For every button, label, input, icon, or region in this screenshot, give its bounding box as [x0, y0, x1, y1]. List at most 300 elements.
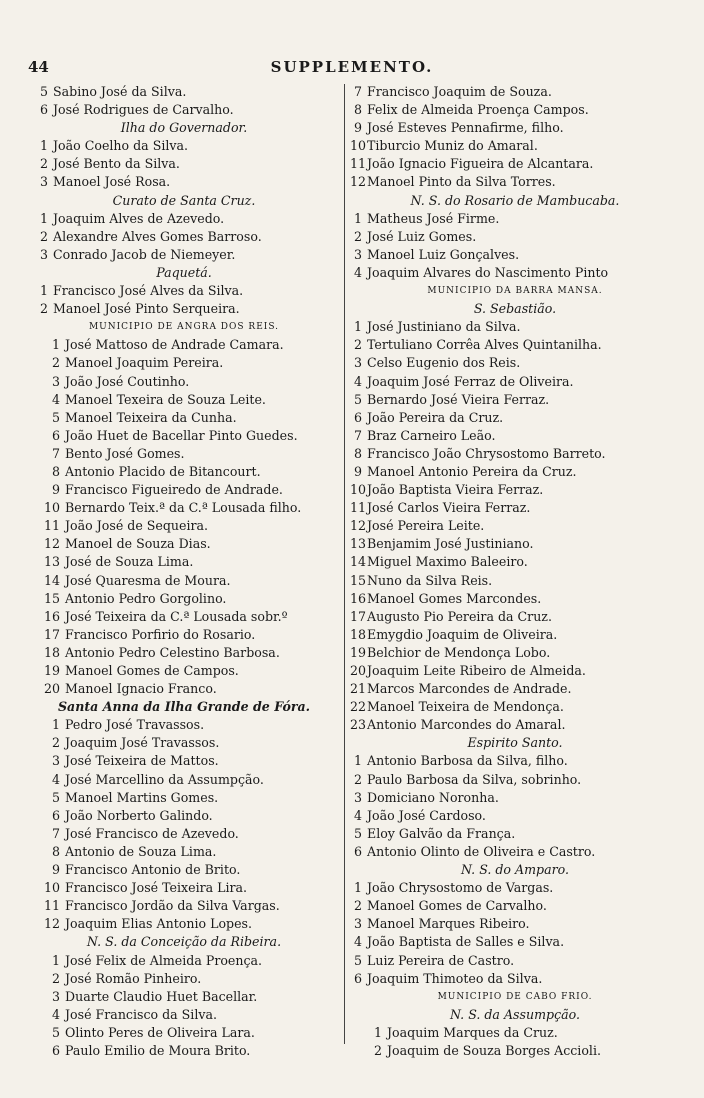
list-item — [28, 1006, 340, 1024]
list-item — [28, 861, 340, 879]
entry-number: 6 — [353, 970, 362, 986]
entry-number: 2 — [39, 301, 48, 317]
entry-number: 13 — [43, 554, 60, 570]
list-item — [350, 825, 680, 843]
list-item — [28, 662, 340, 680]
list-item — [350, 1024, 680, 1042]
entry-number: 3 — [353, 789, 362, 805]
list-item — [28, 499, 340, 517]
list-item — [28, 789, 340, 807]
list-item — [350, 608, 680, 626]
entry-number: 2 — [353, 771, 362, 787]
entry-number: 11 — [43, 518, 60, 534]
heading-text: S. Sebastião. — [473, 301, 557, 317]
list-item — [28, 535, 340, 553]
entry-name: João Huet de Bacellar Pinto Guedes. — [65, 427, 298, 443]
entry-number: 3 — [51, 988, 60, 1004]
entry-name: Augusto Pio Pereira da Cruz. — [367, 608, 552, 624]
list-item — [28, 173, 340, 191]
entry-name: Manoel Gomes de Carvalho. — [367, 898, 547, 914]
list-item — [28, 807, 340, 825]
list-item — [350, 752, 680, 770]
entry-number: 3 — [39, 174, 48, 190]
list-item — [350, 481, 680, 499]
entry-number: 10 — [43, 880, 60, 896]
entry-number: 2 — [39, 156, 48, 172]
entry-number: 4 — [353, 264, 362, 280]
heading-text: N. S. do Amparo. — [460, 862, 570, 878]
list-item — [28, 101, 340, 119]
entry-name: João José Coutinho. — [65, 373, 190, 389]
section-heading — [350, 734, 680, 752]
entry-name: Francisco Joaquim de Souza. — [367, 84, 552, 99]
entry-number: 4 — [51, 391, 60, 407]
entry-number: 6 — [353, 843, 362, 859]
entry-name: João Chrysostomo de Vargas. — [367, 880, 554, 896]
entry-name: João Baptista de Salles e Silva. — [367, 934, 565, 950]
list-item — [28, 680, 340, 698]
entry-name: Alexandre Alves Gomes Barroso. — [53, 228, 262, 244]
list-item — [350, 897, 680, 915]
entry-name: João Baptista Vieira Ferraz. — [367, 482, 544, 498]
entry-name: Tertuliano Corrêa Alves Quintanilha. — [367, 337, 602, 353]
entry-name: Felix de Almeida Proença Campos. — [367, 102, 589, 118]
entry-number: 3 — [353, 916, 362, 932]
list-item — [28, 608, 340, 626]
entry-number: 16 — [43, 608, 60, 624]
right-column — [350, 83, 680, 1060]
list-item — [350, 246, 680, 264]
list-item — [350, 354, 680, 372]
heading-text: Paquetá. — [156, 264, 212, 280]
entry-name: José Luiz Gomes. — [367, 228, 477, 244]
list-item — [350, 119, 680, 137]
list-item — [28, 282, 340, 300]
list-item — [28, 752, 340, 770]
list-item — [350, 155, 680, 173]
entry-number: 3 — [51, 753, 60, 769]
heading-text: Curato de Santa Cruz. — [112, 192, 256, 208]
entry-number: 10 — [350, 482, 367, 498]
entry-number: 2 — [353, 898, 362, 914]
list-item — [350, 572, 680, 590]
entry-name: Manoel José Pinto Serqueira. — [53, 301, 240, 317]
list-item — [350, 101, 680, 119]
entry-name: Manoel Gomes Marcondes. — [367, 590, 542, 606]
entry-number: 1 — [353, 880, 362, 896]
entry-number: 9 — [353, 120, 362, 136]
entry-name: Bento José Gomes. — [65, 445, 185, 461]
list-item — [28, 553, 340, 571]
entry-number: 1 — [39, 283, 48, 299]
entry-name: José Teixeira de Mattos. — [65, 753, 219, 769]
entry-number: 21 — [350, 681, 367, 697]
list-item — [28, 1024, 340, 1042]
list-item — [28, 952, 340, 970]
entry-name: Joaquim José Travassos. — [65, 735, 220, 751]
entry-name: Joaquim Elias Antonio Lopes. — [65, 916, 253, 932]
list-item — [350, 644, 680, 662]
heading-text: N. S. da Assumpção. — [449, 1006, 581, 1022]
list-item — [28, 517, 340, 535]
list-item — [28, 825, 340, 843]
entry-number: 4 — [353, 934, 362, 950]
list-item — [350, 662, 680, 680]
entry-number: 12 — [350, 174, 367, 190]
heading-text: MUNICIPIO DA BARRA MANSA. — [427, 286, 603, 297]
entry-number: 7 — [51, 445, 60, 461]
list-item — [28, 336, 340, 354]
list-item — [350, 264, 680, 282]
list-item — [350, 499, 680, 517]
section-heading — [28, 698, 340, 716]
list-item — [28, 481, 340, 499]
entry-number: 15 — [43, 590, 60, 606]
page-number: 44 — [28, 58, 49, 76]
list-item — [28, 427, 340, 445]
list-item — [350, 789, 680, 807]
list-item — [350, 391, 680, 409]
entry-number: 23 — [350, 717, 367, 733]
entry-number: 5 — [353, 952, 362, 968]
entry-name: Joaquim Alves de Azevedo. — [53, 210, 225, 226]
list-item — [350, 373, 680, 391]
list-item — [350, 445, 680, 463]
entry-number: 5 — [353, 391, 362, 407]
list-item — [28, 716, 340, 734]
list-item — [350, 626, 680, 644]
list-item — [350, 970, 680, 988]
entry-name: Celso Eugenio dos Reis. — [367, 355, 521, 371]
section-heading — [28, 933, 340, 951]
entry-name: Conrado Jacob de Niemeyer. — [53, 246, 236, 262]
entry-name: Manoel Ignacio Franco. — [65, 681, 217, 697]
entry-name: José Esteves Pennafirme, filho. — [367, 120, 564, 136]
section-heading — [350, 192, 680, 210]
section-heading — [28, 192, 340, 210]
entry-number: 19 — [350, 644, 367, 660]
list-item — [28, 626, 340, 644]
entry-number: 14 — [350, 554, 367, 570]
entry-name: José Carlos Vieira Ferraz. — [367, 500, 531, 516]
entry-name: Nuno da Silva Reis. — [367, 572, 493, 588]
entry-name: Francisco José Alves da Silva. — [53, 283, 244, 299]
entry-number: 4 — [51, 771, 60, 787]
entry-name: Antonio de Souza Lima. — [65, 843, 217, 859]
list-item — [28, 137, 340, 155]
list-item — [28, 879, 340, 897]
entry-name: Duarte Claudio Huet Bacellar. — [65, 988, 258, 1004]
entry-name: Manoel José Rosa. — [53, 174, 171, 190]
list-item — [28, 373, 340, 391]
entry-name: Joaquim Thimoteo da Silva. — [367, 970, 543, 986]
entry-name: Benjamim José Justiniano. — [367, 536, 534, 552]
entry-number: 8 — [51, 843, 60, 859]
column-divider — [344, 84, 345, 1044]
entry-number: 11 — [43, 898, 60, 914]
entry-number: 1 — [51, 952, 60, 968]
entry-number: 12 — [43, 536, 60, 552]
entry-name: Matheus José Firme. — [367, 210, 500, 226]
list-item — [350, 771, 680, 789]
entry-number: 1 — [353, 753, 362, 769]
entry-number: 18 — [43, 644, 60, 660]
list-item — [350, 336, 680, 354]
entry-name: Antonio Olinto de Oliveira e Castro. — [367, 843, 596, 859]
entry-name: João José Cardoso. — [367, 807, 486, 823]
list-item — [350, 517, 680, 535]
list-item — [28, 445, 340, 463]
list-item — [28, 391, 340, 409]
heading-text: N. S. da Conceição da Ribeira. — [86, 934, 282, 950]
entry-number: 2 — [51, 970, 60, 986]
entry-name: Manoel Teixeira da Cunha. — [65, 409, 237, 425]
list-item — [28, 1042, 340, 1060]
heading-text: MUNICIPIO DE CABO FRIO. — [437, 991, 593, 1002]
section-heading — [28, 119, 340, 137]
entry-number: 4 — [353, 373, 362, 389]
entry-name: Francisco Porfirio do Rosario. — [65, 626, 256, 642]
entry-name: Manoel Martins Gomes. — [65, 789, 219, 805]
list-item — [28, 155, 340, 173]
entry-name: Manoel Teixeira de Mendonça. — [367, 699, 564, 715]
section-heading — [350, 300, 680, 318]
entry-number: 10 — [43, 500, 60, 516]
entry-number: 8 — [51, 463, 60, 479]
entry-number: 5 — [51, 1024, 60, 1040]
heading-text: N. S. do Rosario de Mambucaba. — [410, 192, 620, 208]
entry-number: 10 — [350, 138, 367, 154]
entry-number: 6 — [353, 409, 362, 425]
entry-name: Belchior de Mendonça Lobo. — [367, 644, 551, 660]
section-heading — [350, 861, 680, 879]
list-item — [350, 680, 680, 698]
entry-name: Francisco João Chrysostomo Barreto. — [367, 445, 606, 461]
entry-name: Antonio Placido de Bitancourt. — [65, 463, 261, 479]
entry-name: Braz Carneiro Leão. — [367, 427, 496, 443]
list-item — [350, 1042, 680, 1060]
entry-name: Joaquim Leite Ribeiro de Almeida. — [367, 663, 586, 678]
entry-number: 1 — [51, 717, 60, 733]
entry-name: Manoel Gomes de Campos. — [65, 663, 239, 678]
list-item — [28, 572, 340, 590]
entry-number: 1 — [353, 210, 362, 226]
entry-number: 2 — [51, 355, 60, 371]
list-item — [28, 300, 340, 318]
entry-name: José Teixeira da C.ª Lousada sobr.º — [65, 608, 288, 624]
entry-number: 9 — [353, 463, 362, 479]
entry-number: 20 — [350, 663, 367, 678]
list-item — [350, 915, 680, 933]
entry-name: Manoel Marques Ribeiro. — [367, 916, 530, 932]
entry-number: 6 — [51, 427, 60, 443]
list-item — [350, 409, 680, 427]
entry-number: 3 — [353, 246, 362, 262]
entry-name: Antonio Marcondes do Amaral. — [367, 717, 566, 733]
list-item — [350, 553, 680, 571]
list-item — [350, 83, 680, 101]
list-item — [28, 771, 340, 789]
entry-number: 13 — [350, 536, 367, 552]
entry-number: 17 — [43, 626, 60, 642]
entry-number: 17 — [350, 608, 367, 624]
entry-name: José Rodrigues de Carvalho. — [53, 102, 234, 118]
list-item — [28, 228, 340, 246]
heading-text: MUNICIPIO DE ANGRA DOS REIS. — [88, 322, 280, 333]
entry-name: Eloy Galvão da França. — [367, 825, 516, 841]
entry-number: 7 — [353, 427, 362, 443]
entry-name: José Felix de Almeida Proença. — [65, 952, 263, 968]
list-item — [28, 644, 340, 662]
entry-name: Joaquim Alvares do Nascimento Pinto — [367, 264, 609, 280]
entry-number: 11 — [350, 156, 367, 172]
entry-name: Tiburcio Muniz do Amaral. — [367, 138, 538, 154]
entry-name: Manoel Luiz Gonçalves. — [367, 246, 520, 262]
entry-name: Francisco Antonio de Brito. — [65, 862, 241, 878]
entry-number: 1 — [373, 1024, 382, 1040]
municipio-heading — [28, 318, 340, 336]
list-item — [28, 463, 340, 481]
entry-number: 9 — [51, 862, 60, 878]
entry-name: José Mattoso de Andrade Camara. — [65, 337, 284, 353]
entry-name: João Norberto Galindo. — [65, 807, 213, 823]
entry-name: José Francisco da Silva. — [65, 1006, 217, 1022]
entry-number: 19 — [43, 663, 60, 678]
list-item — [28, 843, 340, 861]
entry-name: Francisco Jordão da Silva Vargas. — [65, 898, 280, 914]
entry-name: Antonio Barbosa da Silva, filho. — [367, 753, 568, 769]
list-item — [350, 535, 680, 553]
entry-name: Joaquim de Souza Borges Accioli. — [387, 1042, 601, 1058]
entry-name: José Romão Pinheiro. — [65, 970, 202, 986]
list-item — [350, 590, 680, 608]
entry-name: Miguel Maximo Baleeiro. — [367, 554, 528, 570]
entry-name: José de Souza Lima. — [65, 554, 194, 570]
entry-name: Pedro José Travassos. — [65, 717, 205, 733]
entry-name: José Bento da Silva. — [53, 156, 180, 172]
entry-name: Manoel Joaquim Pereira. — [65, 355, 224, 371]
list-item — [28, 897, 340, 915]
entry-number: 12 — [350, 518, 367, 534]
entry-name: Domiciano Noronha. — [367, 789, 499, 805]
entry-number: 5 — [51, 789, 60, 805]
entry-number: 20 — [43, 681, 60, 697]
list-item — [350, 210, 680, 228]
list-item — [28, 246, 340, 264]
entry-name: Marcos Marcondes de Andrade. — [367, 681, 572, 697]
entry-name: Joaquim José Ferraz de Oliveira. — [367, 373, 574, 389]
entry-number: 2 — [353, 228, 362, 244]
entry-number: 6 — [51, 807, 60, 823]
entry-number: 18 — [350, 626, 367, 642]
left-column — [28, 83, 340, 1060]
list-item — [350, 318, 680, 336]
section-heading — [350, 1006, 680, 1024]
entry-name: Paulo Barbosa da Silva, sobrinho. — [367, 771, 582, 787]
entry-number: 22 — [350, 699, 367, 715]
entry-number: 9 — [51, 482, 60, 498]
entry-name: Paulo Emilio de Moura Brito. — [65, 1042, 251, 1058]
entry-number: 1 — [39, 138, 48, 154]
entry-number: 2 — [39, 228, 48, 244]
entry-number: 5 — [51, 409, 60, 425]
entry-number: 3 — [353, 355, 362, 371]
list-item — [350, 807, 680, 825]
entry-number: 6 — [39, 102, 48, 118]
entry-name: Antonio Pedro Gorgolino. — [65, 590, 227, 606]
entry-name: Manoel Texeira de Souza Leite. — [65, 391, 266, 407]
municipio-heading — [350, 988, 680, 1006]
entry-number: 4 — [353, 807, 362, 823]
entry-name: Manoel de Souza Dias. — [65, 536, 211, 552]
entry-number: 3 — [39, 246, 48, 262]
entry-number: 2 — [51, 735, 60, 751]
entry-number: 7 — [51, 825, 60, 841]
entry-number: 5 — [353, 825, 362, 841]
list-item — [28, 734, 340, 752]
list-item — [350, 716, 680, 734]
entry-name: João Pereira da Cruz. — [367, 409, 504, 425]
list-item — [28, 988, 340, 1006]
list-item — [350, 879, 680, 897]
list-item — [28, 970, 340, 988]
entry-name: José Justiniano da Silva. — [367, 319, 521, 335]
list-item — [350, 463, 680, 481]
heading-text: Santa Anna da Ilha Grande de Fóra. — [57, 699, 311, 715]
entry-number: 8 — [353, 102, 362, 118]
entry-name: Luiz Pereira de Castro. — [367, 952, 515, 968]
list-item — [350, 228, 680, 246]
list-item — [350, 137, 680, 155]
list-item — [350, 427, 680, 445]
running-head: SUPPLEMENTO. — [270, 58, 434, 76]
entry-name: Francisco Figueiredo de Andrade. — [65, 482, 283, 498]
entry-name: Olinto Peres de Oliveira Lara. — [65, 1024, 255, 1040]
entry-name: João José de Sequeira. — [65, 518, 209, 534]
entry-name: Bernardo Teix.ª da C.ª Lousada filho. — [65, 500, 302, 516]
entry-number: 4 — [51, 1006, 60, 1022]
entry-number: 14 — [43, 572, 60, 588]
entry-name: José Quaresma de Moura. — [65, 572, 231, 588]
entry-name: Bernardo José Vieira Ferraz. — [367, 391, 550, 407]
entry-number: 6 — [51, 1042, 60, 1058]
heading-text: Espirito Santo. — [467, 735, 563, 751]
entry-name: Emygdio Joaquim de Oliveira. — [367, 626, 558, 642]
entry-name: Joaquim Marques da Cruz. — [387, 1024, 558, 1040]
entry-number: 15 — [350, 572, 367, 588]
entry-number: 3 — [51, 373, 60, 389]
list-item — [28, 210, 340, 228]
entry-number: 11 — [350, 500, 367, 516]
entry-name: José Pereira Leite. — [367, 518, 485, 534]
entry-number: 12 — [43, 916, 60, 932]
section-heading — [28, 264, 340, 282]
entry-name: Manoel Pinto da Silva Torres. — [367, 174, 556, 190]
entry-number: 2 — [373, 1042, 382, 1058]
entry-name: Manoel Antonio Pereira da Cruz. — [367, 463, 577, 479]
list-item — [28, 354, 340, 372]
entry-name: João Ignacio Figueira de Alcantara. — [367, 156, 594, 172]
entry-number: 5 — [39, 84, 48, 99]
list-item — [350, 843, 680, 861]
heading-text: Ilha do Governador. — [120, 120, 248, 136]
entry-name: Sabino José da Silva. — [53, 84, 187, 99]
entry-name: Francisco José Teixeira Lira. — [65, 880, 248, 896]
entry-number: 2 — [353, 337, 362, 353]
entry-name: José Francisco de Azevedo. — [65, 825, 239, 841]
list-item — [350, 952, 680, 970]
entry-number: 16 — [350, 590, 367, 606]
